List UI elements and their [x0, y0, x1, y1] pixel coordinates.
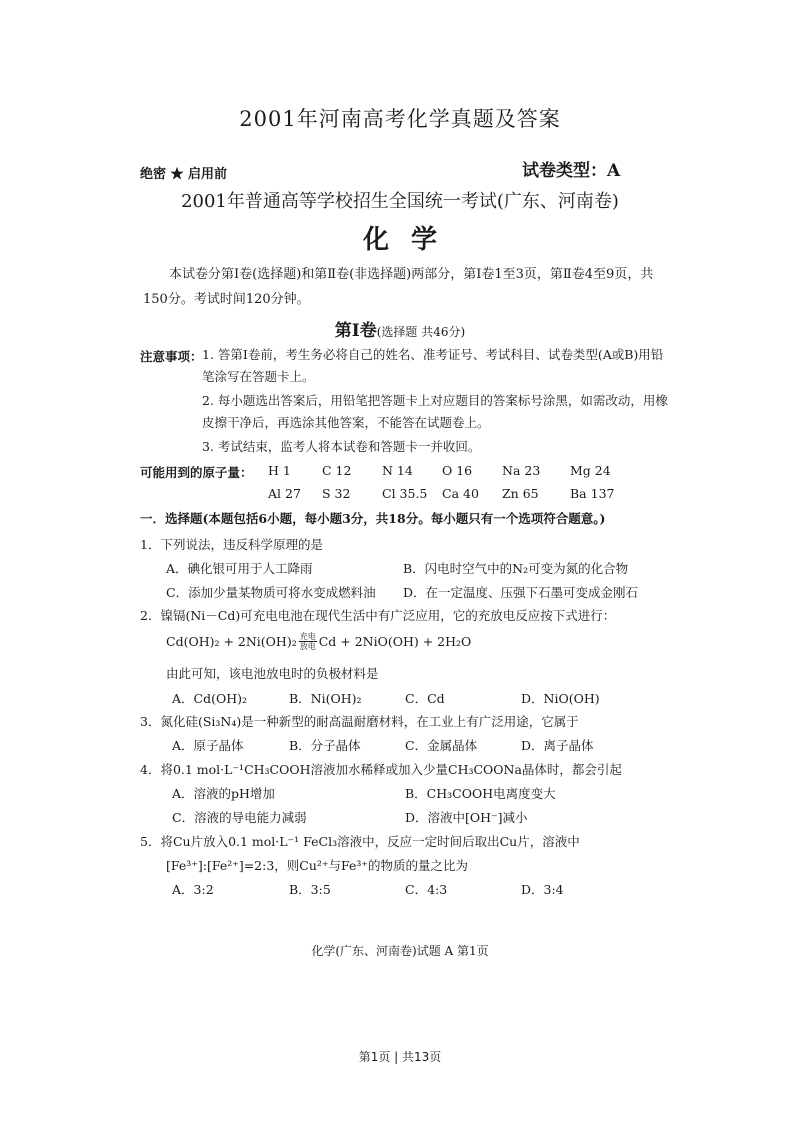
atomic-mass: Na 23 — [502, 463, 541, 478]
question-5-option-b: B．3:5 — [289, 882, 331, 897]
paper-footer: 化学(广东、河南卷)试题 A 第1页 — [311, 944, 489, 958]
subject-title: 化学 — [362, 225, 459, 255]
atomic-mass: Al 27 — [268, 486, 301, 501]
question-1-stem: 1．下列说法，违反科学原理的是 — [140, 537, 323, 552]
question-5-option-a: A．3:2 — [172, 882, 214, 897]
note-item: 2. 每小题选出答案后，用铅笔把答题卡上对应题目的答案标号涂黑，如需改动，用橡皮擦干净后，再选涂其他答案，不能答在试题卷上。 — [202, 393, 668, 430]
atomic-mass: O 16 — [442, 463, 473, 478]
question-2-follow: 由此可知，该电池放电时的负极材料是 — [166, 666, 379, 681]
page-indicator: 第1页 | 共13页 — [358, 1050, 442, 1064]
part-title-sub: (选择题 共46分) — [376, 325, 466, 339]
atomic-mass: H 1 — [268, 463, 291, 478]
question-4-option-d: D．溶液中[OH⁻]减小 — [405, 810, 528, 825]
atomic-mass-label: 可能用到的原子量： — [140, 465, 253, 480]
note-item: 3. 考试结束，监考人将本试卷和答题卡一并收回。 — [202, 439, 481, 454]
question-2-option-b: B．Ni(OH)₂ — [289, 691, 362, 706]
question-3-option-c: C．金属晶体 — [405, 738, 478, 753]
question-5-stem: 5．将Cu片放入0.1 mol·L⁻¹ FeCl₃溶液中，反应一定时间后取出Cu片，溶液中 — [140, 834, 580, 849]
reaction-equation — [166, 632, 471, 651]
question-3-option-a: A．原子晶体 — [172, 738, 244, 753]
part-title-main: 第Ⅰ卷 — [334, 321, 377, 341]
question-4-option-c: C．溶液的导电能力减弱 — [172, 810, 307, 825]
question-1-option-c: C．添加少量某物质可将水变成燃料油 — [166, 585, 376, 600]
note-item: 1. 答第Ⅰ卷前，考生务必将自己的姓名、准考证号、考试科目、试卷类型(A或B)用铅笔涂写在答题卡上。 — [202, 347, 664, 384]
secret-label: 绝密 ★ 启用前 — [140, 167, 228, 182]
question-2-option-a: A．Cd(OH)₂ — [172, 691, 248, 706]
question-1-option-b: B．闪电时空气中的N₂可变为氮的化合物 — [403, 561, 629, 576]
question-4-option-b: B．CH₃COOH电离度变大 — [405, 786, 556, 801]
atomic-mass: Ba 137 — [570, 486, 615, 501]
question-3-stem: 3．氮化硅(Si₃N₄)是一种新型的耐高温耐磨材料，在工业上有广泛用途，它属于 — [140, 714, 579, 729]
question-5-option-d: D．3:4 — [521, 882, 564, 897]
atomic-mass: C 12 — [322, 463, 352, 478]
question-1-option-d: D．在一定温度、压强下石墨可变成金刚石 — [403, 585, 639, 600]
question-2-stem: 2．镍镉(Ni－Cd)可充电电池在现代生活中有广泛应用，它的充放电反应按下式进行： — [140, 608, 616, 623]
question-3-option-d: D．离子晶体 — [521, 738, 594, 753]
notes-label: 注意事项： — [140, 349, 203, 364]
question-5-stem-2: [Fe³⁺]:[Fe²⁺]=2:3，则Cu²⁺与Fe³⁺的物质的量之比为 — [166, 858, 469, 873]
atomic-mass: S 32 — [322, 486, 351, 501]
question-4-stem: 4．将0.1 mol·L⁻¹CH₃COOH溶液加水稀释或加入少量CH₃COONa晶体时，都会引起 — [140, 762, 622, 777]
atomic-mass: Mg 24 — [570, 463, 611, 478]
part-title — [0, 316, 800, 341]
equation-products: Cd + 2NiO(OH) + 2H₂O — [318, 634, 472, 649]
question-5-option-c: C．4:3 — [405, 882, 448, 897]
question-1-option-a: A．碘化银可用于人工降雨 — [166, 561, 313, 576]
atomic-mass: Cl 35.5 — [382, 486, 428, 501]
paper-type: 试卷类型：A — [522, 161, 621, 181]
document-title: 2001年河南高考化学真题及答案 — [239, 107, 561, 131]
arrow-discharge-label: 放电 — [299, 642, 316, 651]
question-4-option-a: A．溶液的pH增加 — [172, 786, 275, 801]
equation-reactants: Cd(OH)₂ + 2Ni(OH)₂ — [166, 634, 297, 649]
atomic-mass: Ca 40 — [442, 486, 479, 501]
reaction-arrow — [299, 632, 317, 651]
question-2-option-c: C．Cd — [405, 691, 445, 706]
question-2-option-d: D．NiO(OH) — [521, 691, 600, 706]
atomic-mass: Zn 65 — [502, 486, 539, 501]
question-3-option-b: B．分子晶体 — [289, 738, 361, 753]
atomic-mass: N 14 — [382, 463, 413, 478]
arrow-charge-label: 充电 — [299, 632, 316, 641]
section-heading: 一．选择题(本题包括6小题，每小题3分，共18分。每小题只有一个选项符合题意。) — [140, 511, 606, 526]
intro-paragraph: 本试卷分第Ⅰ卷(选择题)和第Ⅱ卷(非选择题)两部分，第Ⅰ卷1至3页，第Ⅱ卷4至9页，共150分。考试时间120分钟。 — [143, 267, 654, 307]
exam-name: 2001年普通高等学校招生全国统一考试(广东、河南卷) — [181, 191, 619, 212]
